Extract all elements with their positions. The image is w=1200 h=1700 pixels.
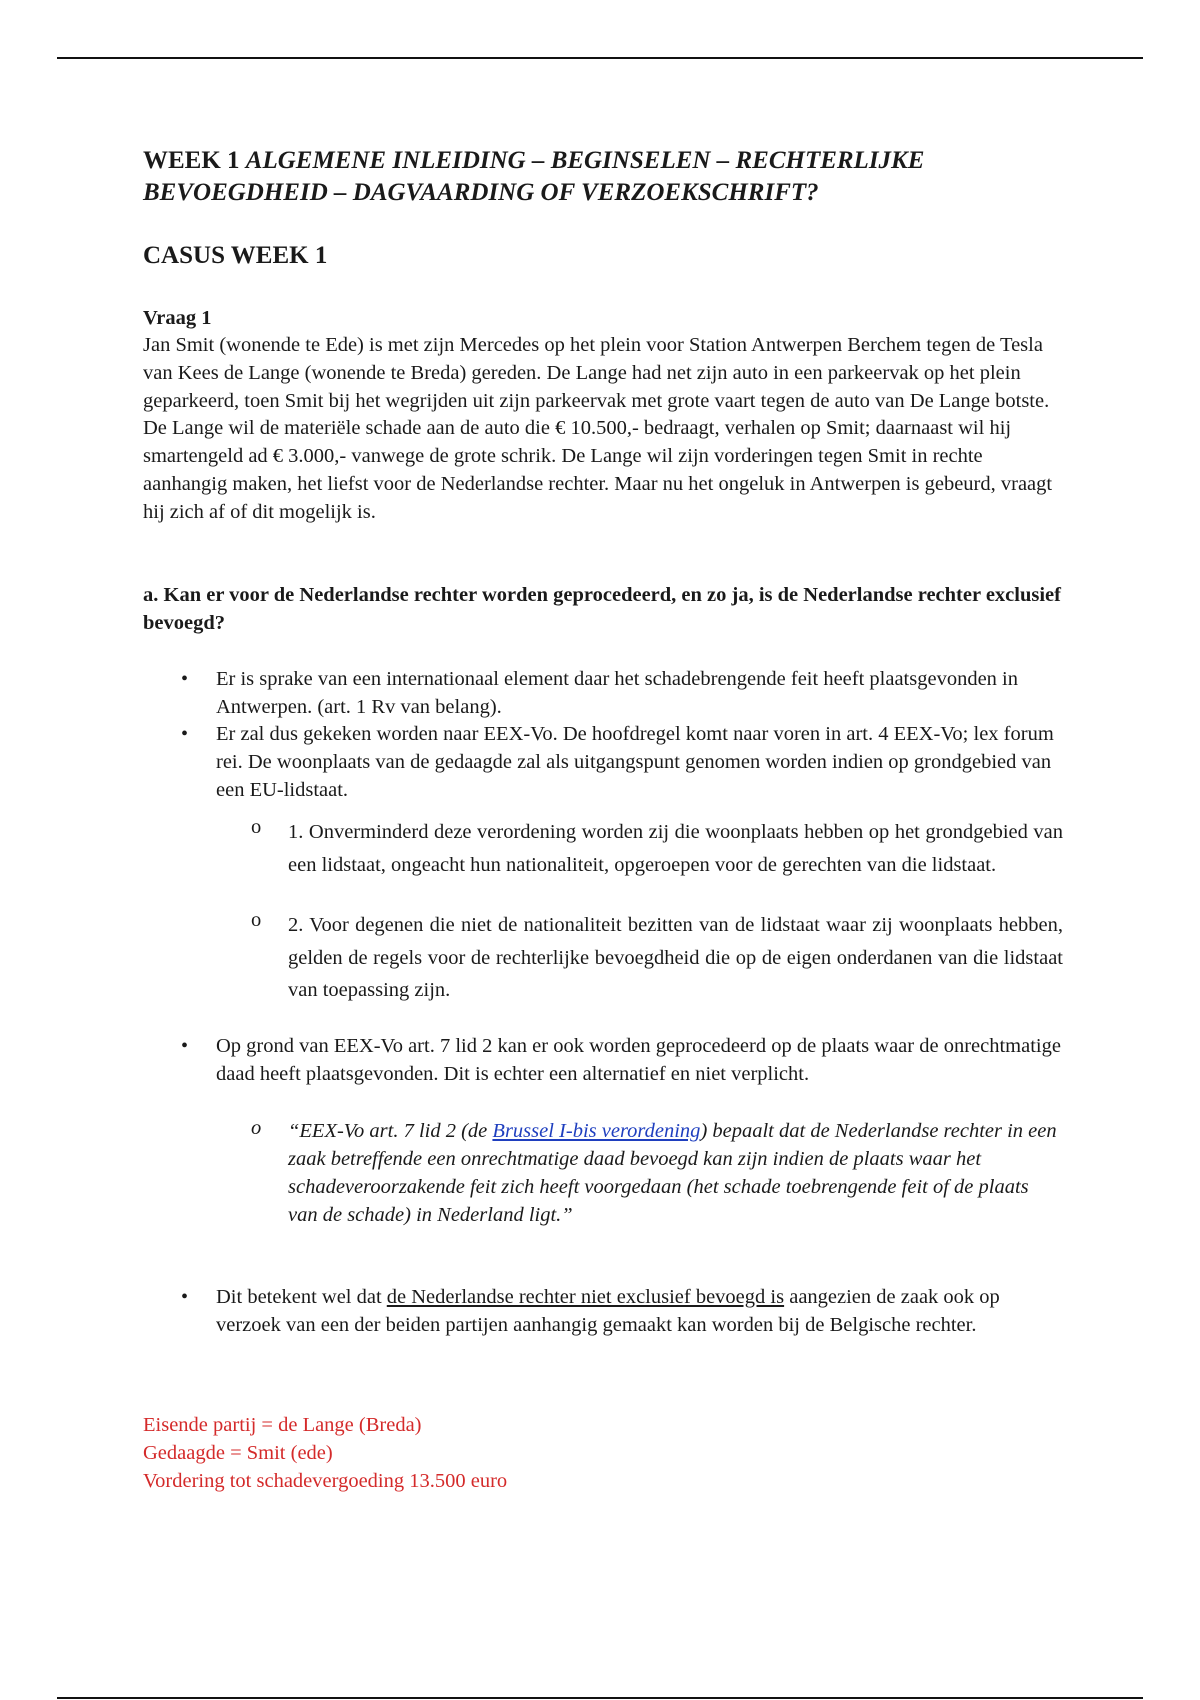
- quote-text-after: ) bepaalt dat de Nederlandse rechter in een zaak betreffende een onrechtmatige daad bevoegd kan zijn indien de plaats waar het schadeveroorzakende feit zich heeft voorgedaan (het schade toebrengende feit of de plaats van de schade) in Nederland ligt.”: [288, 1120, 1057, 1226]
- answer-bullet-2-sub-2-text: 2. Voor degenen die niet de nationaliteit bezitten van de lidstaat waar zij woonplaats hebben, gelden de regels voor de rechterlijke bevoegdheid die op de eigen onderdanen van die lidstaat van toepassing zijn.: [288, 914, 1063, 1001]
- week-prefix: WEEK 1: [143, 147, 240, 174]
- question-a: a. Kan er voor de Nederlandse rechter worden geprocedeerd, en zo ja, is de Nederlandse rechter exclusief bevoegd?: [143, 584, 1061, 634]
- question-1-block: [143, 304, 1063, 527]
- bullet-icon: •: [181, 723, 189, 745]
- answer-bullet-1-text: Er is sprake van een internationaal element daar het schadebrengende feit heeft plaatsgevonden in Antwerpen. (art. 1 Rv van belang).: [216, 668, 1018, 718]
- bullet-icon: •: [181, 668, 189, 690]
- quote-text-before: “EEX-Vo art. 7 lid 2 (de: [288, 1120, 493, 1142]
- question-1-paragraph-1: Jan Smit (wonende te Ede) is met zijn Mercedes op het plein voor Station Antwerpen Berchem tegen de Tesla van Kees de Lange (wonende te Breda) gereden. De Lange had net zijn auto in een parkeervak op het plein geparkeerd, toen Smit bij het wegrijden uit zijn parkeervak met grote vaart tegen de auto van De Lange botste.: [143, 334, 1050, 412]
- answer-bullet-4-text: [216, 1284, 1063, 1340]
- week-title-line1: ALGEMENE INLEIDING – BEGINSELEN – RECHTERLIJKE: [245, 147, 925, 174]
- answer-bullet-3-text: Op grond van EEX-Vo art. 7 lid 2 kan er ook worden geprocedeerd op de plaats waar de onrechtmatige daad heeft plaatsgevonden. Dit is echter een alternatief en niet verplicht.: [216, 1035, 1061, 1085]
- bullet-icon: •: [181, 1286, 189, 1308]
- bullet-icon: •: [181, 1035, 189, 1057]
- week-title-line2: BEVOEGDHEID – DAGVAARDING OF VERZOEKSCHRIFT?: [143, 179, 819, 206]
- answer-bullet-4-before: Dit betekent wel dat: [216, 1286, 387, 1308]
- sub-bullet-icon: o: [251, 816, 262, 838]
- answer-bullet-2-text: Er zal dus gekeken worden naar EEX-Vo. De hoofdregel komt naar voren in art. 4 EEX-Vo; lex forum rei. De woonplaats van de gedaagde zal als uitgangspunt genomen worden indien op grondgebied van een EU-lidstaat.: [216, 723, 1054, 801]
- sub-bullet-icon: o: [251, 909, 262, 931]
- sub-bullet-icon: o: [251, 1117, 262, 1139]
- answer-bullet-4: [143, 1284, 1063, 1340]
- answer-bullet-2-sub-1-text: 1. Onverminderd deze verordening worden zij die woonplaats hebben op het grondgebied van een lidstaat, ongeacht hun nationaliteit, opgeroepen voor de gerechten van die lidstaat.: [288, 821, 1063, 876]
- bottom-rule: [57, 1697, 1143, 1699]
- answer-bullet-2-sub-1: [143, 816, 1063, 881]
- week-heading: [143, 145, 1063, 209]
- note-eisende-partij: Eisende partij = de Lange (Breda): [143, 1414, 422, 1436]
- note-vordering: Vordering tot schadevergoeding 13.500 euro: [143, 1470, 508, 1492]
- answer-bullet-3-quote: [143, 1117, 1063, 1229]
- answer-bullet-4-underlined: de Nederlandse rechter niet exclusief bevoegd is: [386, 1286, 785, 1308]
- note-gedaagde: Gedaagde = Smit (ede): [143, 1442, 333, 1464]
- top-rule: [57, 57, 1143, 59]
- brussel-verordening-link[interactable]: Brussel I-bis verordening: [492, 1120, 701, 1142]
- answer-bullet-3: [143, 1033, 1063, 1089]
- answer-bullet-4-after: aangezien de zaak ook op verzoek van een der beiden partijen aanhangig gemaakt kan worden bij de Belgische rechter.: [216, 1286, 1000, 1336]
- answer-bullet-2: [143, 721, 1063, 804]
- notes-block: [143, 1411, 507, 1495]
- answer-bullet-1: [143, 666, 1063, 722]
- question-1-paragraph-2: De Lange wil de materiële schade aan de auto die € 10.500,- bedraagt, verhalen op Smit; daarnaast wil hij smartengeld ad € 3.000,- vanwege de grote schrik. De Lange wil zijn vorderingen tegen Smit in rechte aanhangig maken, het liefst voor de Nederlandse rechter. Maar nu het ongeluk in Antwerpen is gebeurd, vraagt hij zich af of dit mogelijk is.: [143, 417, 1053, 523]
- answer-bullet-3-quote-text: [288, 1117, 1063, 1229]
- question-1-label: Vraag 1: [143, 307, 212, 329]
- casus-heading: CASUS WEEK 1: [143, 242, 328, 269]
- document-body: [143, 145, 1063, 1492]
- answer-bullet-2-sub-2: [143, 909, 1063, 1007]
